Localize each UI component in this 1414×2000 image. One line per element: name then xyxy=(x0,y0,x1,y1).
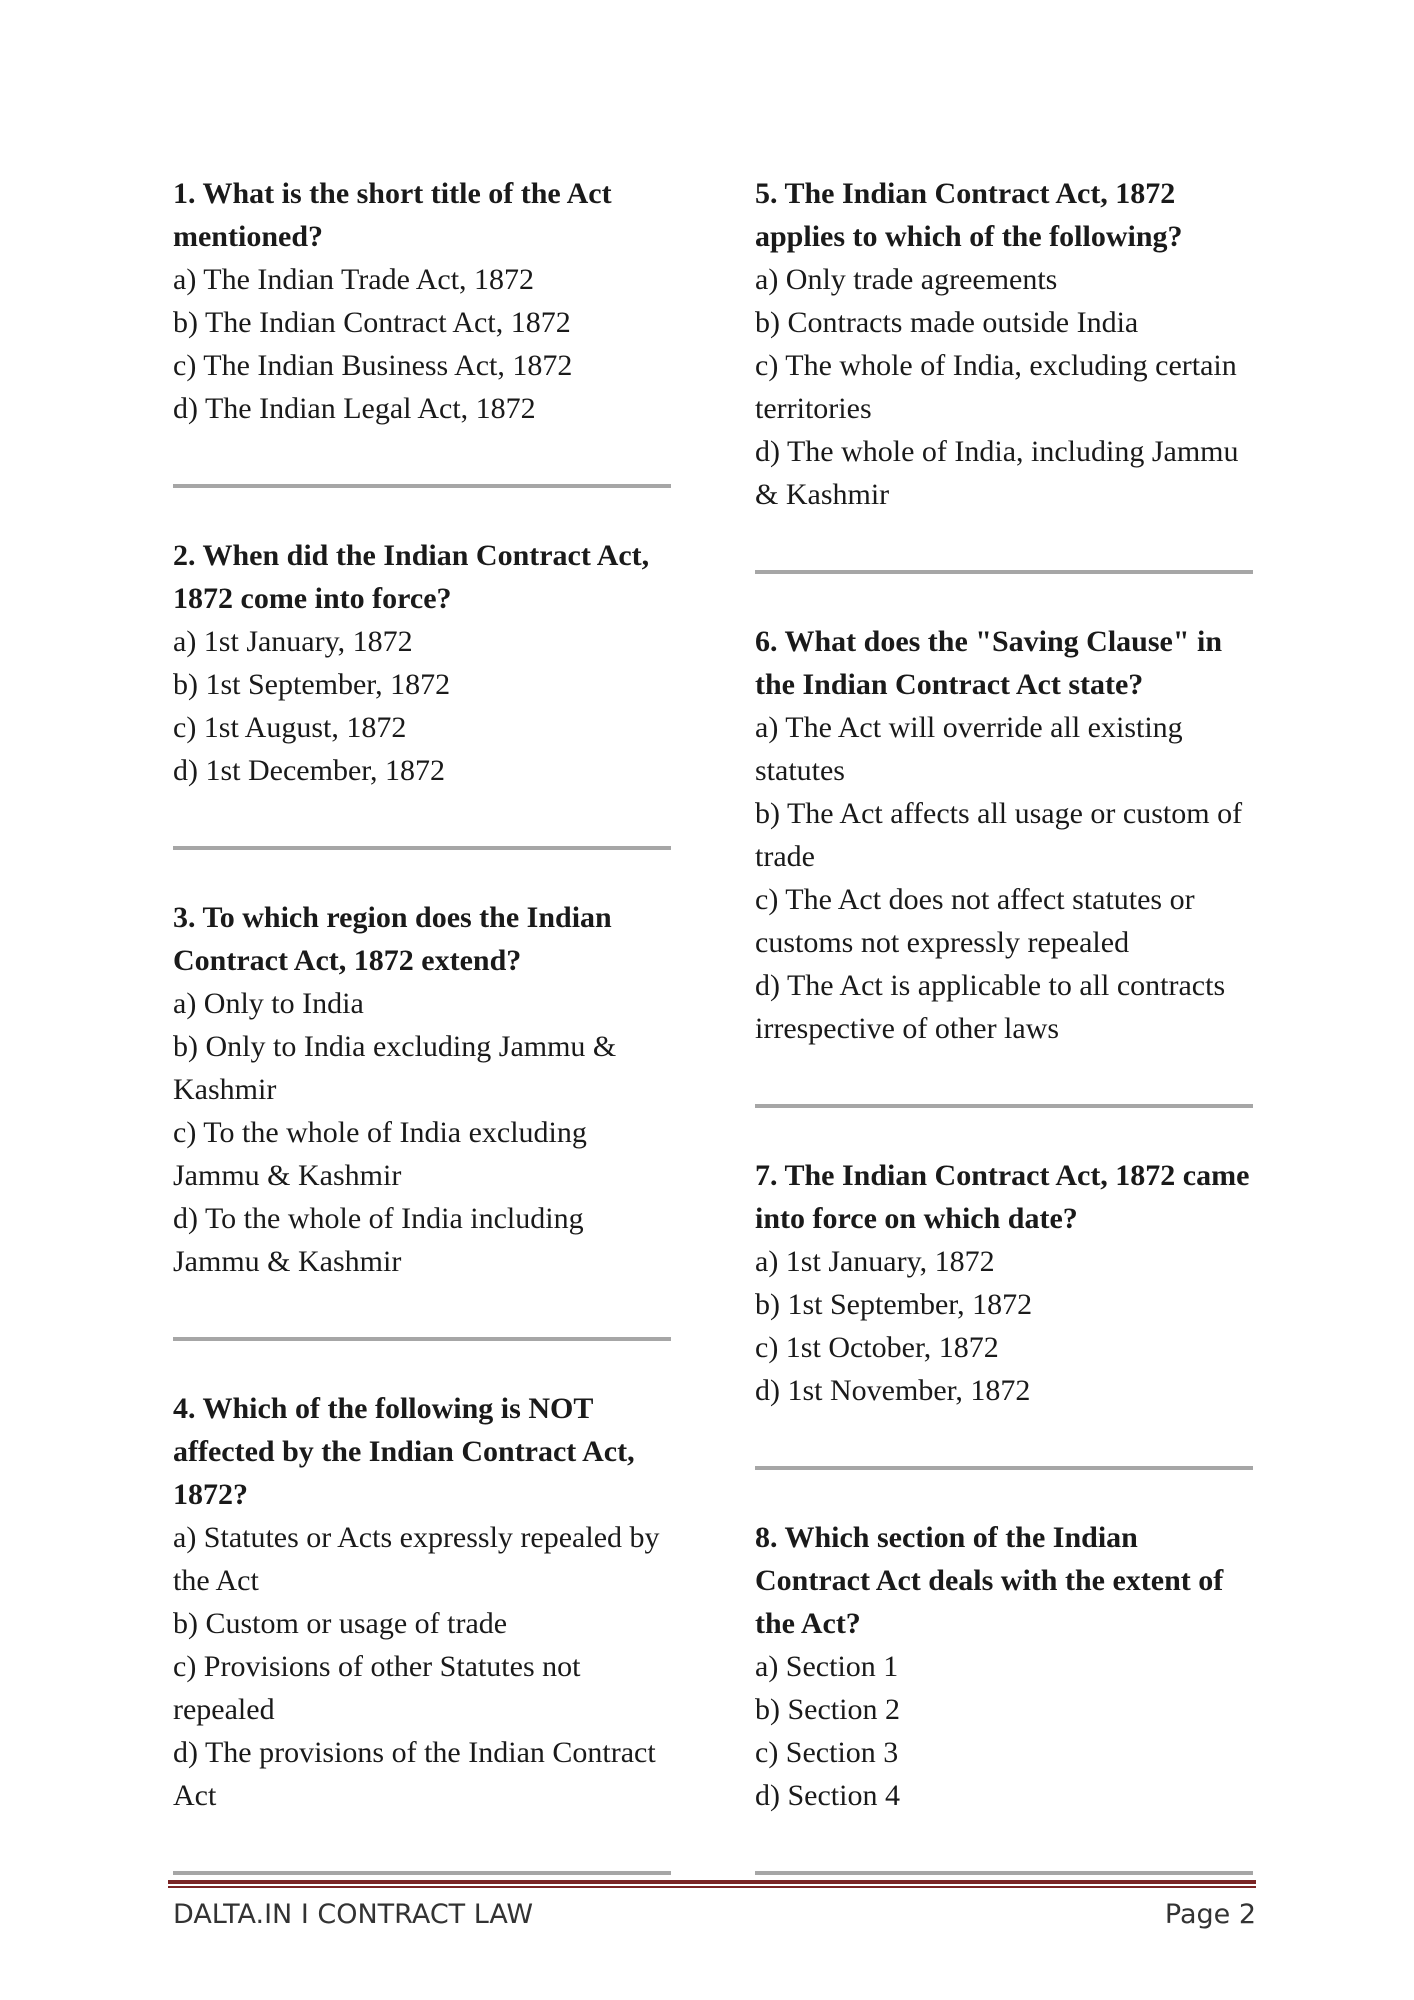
question-divider xyxy=(755,1466,1253,1470)
option-d: d) To the whole of India including Jammu & Kashmir xyxy=(173,1202,584,1278)
option-d: d) 1st November, 1872 xyxy=(755,1374,1031,1407)
option-d: d) 1st December, 1872 xyxy=(173,754,446,787)
page-number: Page 2 xyxy=(1164,1899,1256,1930)
question-block xyxy=(173,896,673,1283)
option-a: a) 1st January, 1872 xyxy=(755,1245,995,1278)
question-title: 2. When did the Indian Contract Act, 1872 come into force? xyxy=(173,539,650,615)
option-b: b) The Act affects all usage or custom of trade xyxy=(755,797,1243,873)
option-d: d) The provisions of the Indian Contract Act xyxy=(173,1736,656,1812)
option-b: b) Contracts made outside India xyxy=(755,306,1139,339)
question-block xyxy=(173,1387,673,1817)
option-d: d) Section 4 xyxy=(755,1779,900,1812)
option-c: c) Section 3 xyxy=(755,1736,899,1769)
question-divider xyxy=(755,1104,1253,1108)
option-c: c) 1st October, 1872 xyxy=(755,1331,999,1364)
question-divider xyxy=(173,1871,671,1875)
question-title: 1. What is the short title of the Act mentioned? xyxy=(173,177,612,253)
option-c: c) The Act does not affect statutes or customs not expressly repealed xyxy=(755,883,1195,959)
question-block xyxy=(173,534,673,792)
question-divider xyxy=(173,1337,671,1341)
option-a: a) Section 1 xyxy=(755,1650,899,1683)
right-column xyxy=(755,172,1255,1921)
question-divider xyxy=(173,484,671,488)
option-c: c) Provisions of other Statutes not repealed xyxy=(173,1650,581,1726)
question-title: 7. The Indian Contract Act, 1872 came into force on which date? xyxy=(755,1159,1250,1235)
option-d: d) The Indian Legal Act, 1872 xyxy=(173,392,536,425)
question-title: 5. The Indian Contract Act, 1872 applies to which of the following? xyxy=(755,177,1183,253)
option-a: a) Only trade agreements xyxy=(755,263,1058,296)
question-divider xyxy=(173,846,671,850)
option-c: c) 1st August, 1872 xyxy=(173,711,407,744)
option-b: b) 1st September, 1872 xyxy=(173,668,451,701)
option-a: a) Only to India xyxy=(173,987,364,1020)
option-a: a) The Act will override all existing statutes xyxy=(755,711,1183,787)
option-d: d) The Act is applicable to all contracts irrespective of other laws xyxy=(755,969,1226,1045)
question-block xyxy=(755,1516,1255,1817)
option-b: b) Custom or usage of trade xyxy=(173,1607,508,1640)
question-divider xyxy=(755,1871,1253,1875)
question-title: 4. Which of the following is NOT affected by the Indian Contract Act, 1872? xyxy=(173,1392,635,1511)
footer-site-label: DALTA.IN I CONTRACT LAW xyxy=(173,1899,534,1930)
option-b: b) Section 2 xyxy=(755,1693,900,1726)
option-c: c) The whole of India, excluding certain territories xyxy=(755,349,1237,425)
option-b: b) The Indian Contract Act, 1872 xyxy=(173,306,571,339)
option-c: c) To the whole of India excluding Jammu & Kashmir xyxy=(173,1116,587,1192)
option-a: a) Statutes or Acts expressly repealed by the Act xyxy=(173,1521,660,1597)
question-block xyxy=(755,172,1255,516)
option-a: a) 1st January, 1872 xyxy=(173,625,413,658)
option-d: d) The whole of India, including Jammu & Kashmir xyxy=(755,435,1239,511)
question-divider xyxy=(755,570,1253,574)
option-a: a) The Indian Trade Act, 1872 xyxy=(173,263,535,296)
question-block xyxy=(173,172,673,430)
question-block xyxy=(755,1154,1255,1412)
question-title: 6. What does the "Saving Clause" in the Indian Contract Act state? xyxy=(755,625,1223,701)
option-b: b) Only to India excluding Jammu & Kashmir xyxy=(173,1030,617,1106)
question-title: 8. Which section of the Indian Contract Act deals with the extent of the Act? xyxy=(755,1521,1224,1640)
question-title: 3. To which region does the Indian Contract Act, 1872 extend? xyxy=(173,901,612,977)
footer-rule xyxy=(168,1880,1256,1888)
question-block xyxy=(755,620,1255,1050)
option-b: b) 1st September, 1872 xyxy=(755,1288,1033,1321)
left-column xyxy=(173,172,673,1921)
option-c: c) The Indian Business Act, 1872 xyxy=(173,349,573,382)
